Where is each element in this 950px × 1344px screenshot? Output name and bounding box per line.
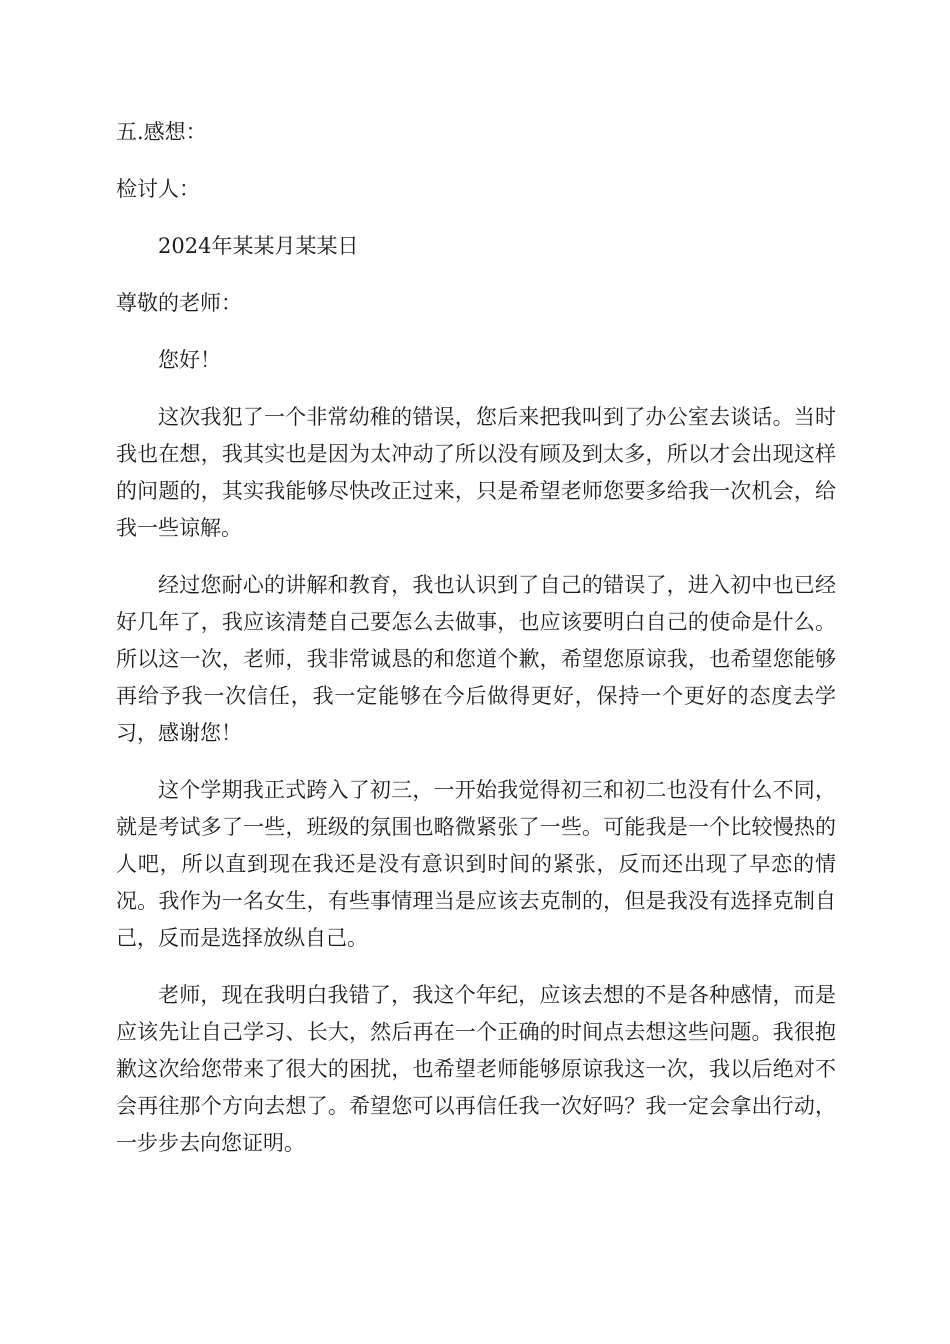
section-heading: 五.感想： bbox=[116, 120, 207, 144]
body-paragraph-4: 老师，现在我明白我错了，我这个年纪，应该去想的不是各种感情，而是应该先让自己学习、长大，然后再在一个正确的时间点去想这些问题。我很抱歉这次给您带来了很大的困扰，也希望老师能够原谅我这一次，我以后绝对不会再往那个方向去想了。希望您可以再信任我一次好吗？我一定会拿出行动，一步步去向您证明。 bbox=[116, 983, 836, 1155]
signer-label: 检讨人： bbox=[116, 177, 200, 201]
body-paragraph-2: 经过您耐心的讲解和教育，我也认识到了自己的错误了，进入初中也已经好几年了，我应该清楚自己要怎么去做事，也应该要明白自己的使命是什么。所以这一次，老师，我非常诚恳的和您道个歉，希望您原谅我，也希望您能够再给予我一次信任，我一定能够在今后做得更好，保持一个更好的态度去学习，感谢您！ bbox=[116, 573, 836, 745]
date-line: 2024年某某月某某日 bbox=[158, 234, 359, 258]
body-paragraph-1: 这次我犯了一个非常幼稚的错误，您后来把我叫到了办公室去谈话。当时我也在想，我其实也是因为太冲动了所以没有顾及到太多，所以才会出现这样的问题的，其实我能够尽快改正过来，只是希望老师您要多给我一次机会，给我一些谅解。 bbox=[116, 405, 836, 540]
document-page bbox=[116, 114, 836, 1182]
body-paragraph-3: 这个学期我正式跨入了初三，一开始我觉得初三和初二也没有什么不同，就是考试多了一些，班级的氛围也略微紧张了一些。可能我是一个比较慢热的人吧，所以直到现在我还是没有意识到时间的紧张，反而还出现了早恋的情况。我作为一名女生，有些事情理当是应该去克制的，但是我没有选择克制自己，反而是选择放纵自己。 bbox=[116, 778, 836, 950]
greeting: 您好！ bbox=[158, 348, 221, 372]
salutation: 尊敬的老师： bbox=[116, 291, 242, 315]
